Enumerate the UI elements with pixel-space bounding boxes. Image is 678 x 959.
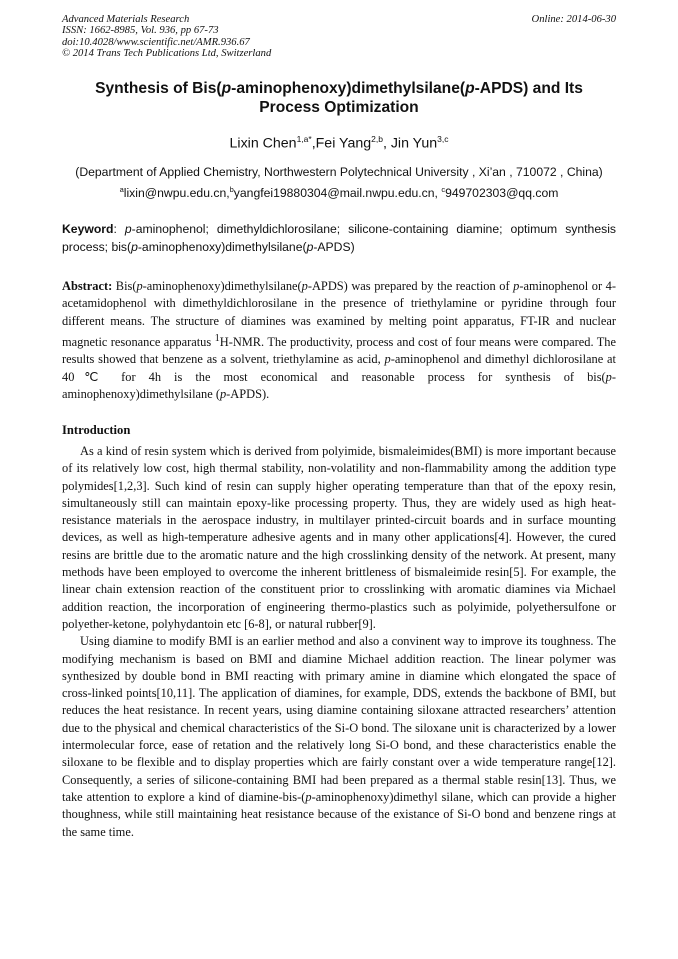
email-link[interactable]: lixin@nwpu.edu.cn, <box>123 186 230 201</box>
author-affil-mark: 3,c <box>437 134 449 144</box>
copyright-line: © 2014 Trans Tech Publications Ltd, Switzerland <box>62 48 272 60</box>
author-name: Lixin Chen <box>229 135 297 152</box>
paragraph: Using diamine to modify BMI is an earlier method and also a convinent way to improve its toughness. The modifying mechanism is based on BMI and diamine Michael addition reaction. The linear polymer was synthesized by double bond in BMI reacting with primary amine in diamine which elongated the space of cross-linked points[10,11]. The application of diamines, for example, DDS, extends the backbone of BMI, but reduces the heat resistance. In recent years, using diamine containing siloxane attracted researchers’ attention due to the physical and chemical characteristics of the Si-O bond. The siloxane unit is characterized by a lower intermolecular force, ease of retation and the relatively long Si-O bond, and these characteristics enable the siloxane to be flexible and to display properties which are fairly constant over a wide temperature range[12]. Consequently, a series of silicone-containing BMI had been prepared as a thermal stable resin[13]. Thus, we take attention to explore a kind of diamine-bis-(p-aminophenoxy)dimethyl silane, which can provide a higher thoughness, while still maintaining heat resistance because of the existance of Si-O bond and benzene rings at the same time. <box>62 634 616 839</box>
keyword-label: Keyword <box>62 222 114 236</box>
author-list <box>62 130 616 153</box>
email-link[interactable]: yangfei19880304@mail.nwpu.edu.cn, <box>233 186 442 201</box>
online-date: Online: 2014-06-30 <box>531 14 616 25</box>
introduction-body <box>62 443 616 841</box>
author-affil-mark: 2,b <box>371 134 383 144</box>
journal-header <box>62 14 616 60</box>
email-list: $^a$lixin@nwpu.edu.cn,$^b$yangfei19880304@mail.nwpu.edu.cn, $^c$949702303@qq.com <box>119 185 559 201</box>
author-name: ,Fei Yang <box>311 135 372 152</box>
email-link[interactable]: 949702303@qq.com <box>445 186 559 201</box>
paragraph: As a kind of resin system which is derived from polyimide, bismaleimides(BMI) is more important because of its relatively low cost, high thermal stability, non-volatility and non-flammability among the addition type polymides[1,2,3]. Such kind of resin can supply higher operating temperature than that of the epoxy resin, simultaneously still can maintain epoxy-like processing property. Thus, they are widely used as high heat-resistance materials in the aerospace industry, in multilayer printed-circuit boards and in surface mounting devices, as well as high-temperature adhesive agents and in many other applications[4]. However, the cured resins are brittle due to the aromatic nature and the high crosslinking density of the network. At present, many methods have been employed to overcome the inherent brittleness of bismaleimide resin[5]. For example, the linear chain extension reaction of the constituent prior to crosslinking with aromatic diamines via Michael addition reaction, the incorporation of engineering thermo-plastics such as polyimide, polyethersulfone or polyether-ketone, polyhydantoin etc [6-8], or natural rubber[9]. <box>62 444 616 631</box>
affiliation: (Department of Applied Chemistry, Northwestern Polytechnical University , Xi’an , 710072 , China) <box>75 165 603 179</box>
abstract-label: Abstract: <box>62 279 113 293</box>
paper-title: Synthesis of Bis(p-aminophenoxy)dimethylsilane(p-APDS) and Its Process Optimization <box>95 80 583 116</box>
journal-name: Advanced Materials Research <box>62 14 190 25</box>
section-heading-introduction: Introduction <box>62 423 131 437</box>
author-affil-mark: 1,a* <box>296 134 312 144</box>
doi-line: doi:10.4028/www.scientific.net/AMR.936.67 <box>62 36 250 48</box>
keywords: Keyword: p-aminophenol; dimethyldichlorosilane; silicone-containing diamine; optimum synthesis process; bis(p-aminophenoxy)dimethylsilane(p-APDS) <box>62 222 617 254</box>
issn-line: ISSN: 1662-8985, Vol. 936, pp 67-73 <box>62 25 219 37</box>
author-name: , Jin Yun <box>382 135 438 152</box>
abstract: Abstract: Bis(p-aminophenoxy)dimethylsilane(p-APDS) was prepared by the reaction of p-aminophenol or 4-acetamidophenol with dimethyldichlorosilane in the presence of triethylamine or pyridine through four different means. The structure of diamines was examined by melting point apparatus, FT-IR and nuclear magnetic resonance apparatus $^1$H-NMR. The productivity, process and cost of four means were compared. The results showed that benzene as a solvent, triethylamine as acid, p-aminophenol and dimethyl dichlorosilane at 40℃ for 4h is the most economical and reasonable process for synthesis of bis(p-aminophenoxy)dimethylsilane (p-APDS). <box>62 279 616 401</box>
